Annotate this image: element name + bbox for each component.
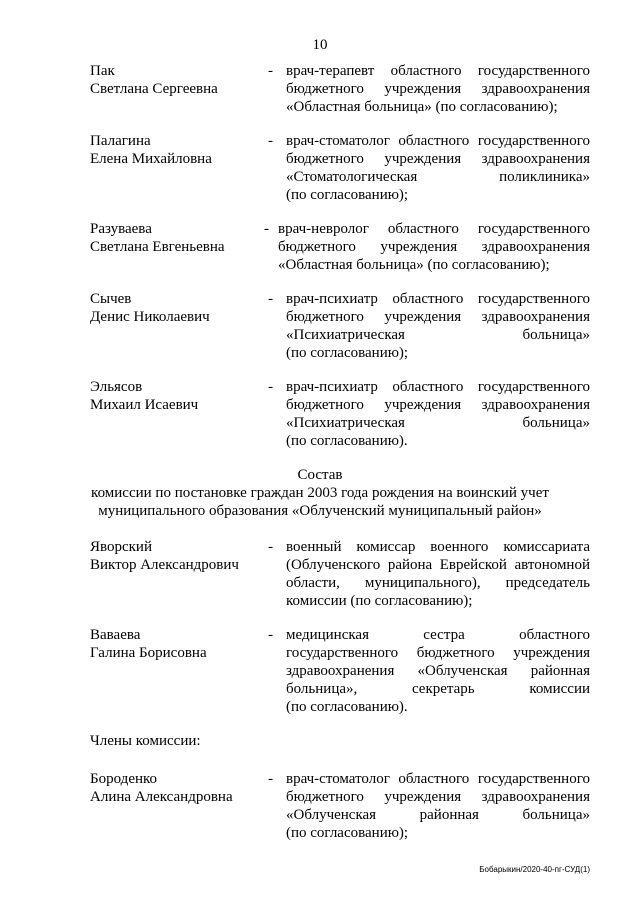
given-names: Виктор Александрович — [90, 557, 239, 573]
person-name — [90, 626, 270, 662]
position-description — [286, 626, 590, 716]
person-name — [90, 378, 270, 414]
given-names: Елена Михайловна — [90, 151, 212, 167]
description-line: бюджетного учреждения здравоохранения — [286, 151, 590, 167]
description-line: государственного бюджетного учреждения — [286, 645, 590, 661]
description-line: здравоохранения «Облученская районная — [286, 663, 590, 679]
description-line: (по согласованию). — [286, 433, 408, 449]
description-line: «Психиатрическая больница» — [286, 327, 590, 343]
dash: - — [268, 627, 273, 643]
position-description — [286, 770, 590, 842]
given-names: Светлана Сергеевна — [90, 81, 218, 97]
description-line: бюджетного учреждения здравоохранения — [286, 397, 590, 413]
surname: Разуваева — [90, 221, 152, 237]
description-line: врач-психиатр областного государственного — [286, 291, 590, 307]
given-names: Алина Александровна — [90, 789, 233, 805]
document-code: Бобарыкин/2020-40-пг-СУД(1) — [479, 865, 590, 874]
position-description — [286, 290, 590, 362]
description-line: «Облученская районная больница» — [286, 807, 590, 823]
dash: - — [268, 63, 273, 79]
dash: - — [268, 539, 273, 555]
person-name — [90, 220, 270, 256]
dash: - — [268, 771, 273, 787]
description-line: (по согласованию); — [286, 345, 409, 361]
dash: - — [268, 133, 273, 149]
description-line: «Областная больница» (по согласованию); — [278, 257, 550, 273]
person-name — [90, 62, 270, 98]
surname: Палагина — [90, 133, 151, 149]
position-description — [286, 378, 590, 450]
description-line: (по согласованию). — [286, 699, 408, 715]
description-line: (по согласованию); — [286, 825, 409, 841]
description-line: врач-невролог областного государственного — [278, 221, 590, 237]
description-line: (Облученского района Еврейской автономной — [286, 557, 590, 573]
surname: Бороденко — [90, 771, 158, 787]
given-names: Денис Николаевич — [90, 309, 210, 325]
person-name — [90, 538, 270, 574]
surname: Пак — [90, 63, 115, 79]
given-names: Галина Борисовна — [90, 645, 207, 661]
dash: - — [264, 221, 269, 237]
position-description — [286, 132, 590, 204]
person-name — [90, 290, 270, 326]
surname: Яворский — [90, 539, 152, 555]
description-line: врач-стоматолог областного государственного — [286, 133, 590, 149]
given-names: Михаил Исаевич — [90, 397, 199, 413]
dash: - — [268, 291, 273, 307]
description-line: «Областная больница» (по согласованию); — [286, 99, 558, 115]
position-description — [286, 62, 590, 116]
description-line: бюджетного учреждения здравоохранения — [286, 81, 590, 97]
given-names: Светлана Евгеньевна — [90, 239, 225, 255]
surname: Ваваева — [90, 627, 141, 643]
surname: Эльясов — [90, 379, 143, 395]
description-line: «Психиатрическая больница» — [286, 415, 590, 431]
section-subtitle-line1: комиссии по постановке граждан 2003 года рождения на воинский учет — [91, 485, 549, 501]
description-line: медицинская сестра областного — [286, 627, 590, 643]
section-subtitle-line2: муниципального образования «Облученский муниципальный район» — [98, 503, 542, 519]
description-line: военный комиссар военного комиссариата — [286, 539, 590, 555]
description-line: бюджетного учреждения здравоохранения — [278, 239, 590, 255]
description-line: «Стоматологическая поликлиника» — [286, 169, 590, 185]
position-description — [278, 220, 590, 274]
page-number: 10 — [312, 37, 328, 53]
description-line: врач-психиатр областного государственного — [286, 379, 590, 395]
position-description — [286, 538, 590, 610]
description-line: врач-стоматолог областного государственного — [286, 771, 590, 787]
description-line: комиссии (по согласованию); — [286, 593, 473, 609]
person-name — [90, 132, 270, 168]
description-line: бюджетного учреждения здравоохранения — [286, 789, 590, 805]
members-label: Члены комиссии: — [90, 733, 201, 749]
person-name — [90, 770, 270, 806]
description-line: бюджетного учреждения здравоохранения — [286, 309, 590, 325]
section-title: Состав — [297, 467, 343, 483]
description-line: (по согласованию); — [286, 187, 409, 203]
dash: - — [268, 379, 273, 395]
description-line: врач-терапевт областного государственного — [286, 63, 590, 79]
description-line: области, муниципального), председатель — [286, 575, 590, 591]
description-line: больница», секретарь комиссии — [286, 681, 590, 697]
surname: Сычев — [90, 291, 132, 307]
